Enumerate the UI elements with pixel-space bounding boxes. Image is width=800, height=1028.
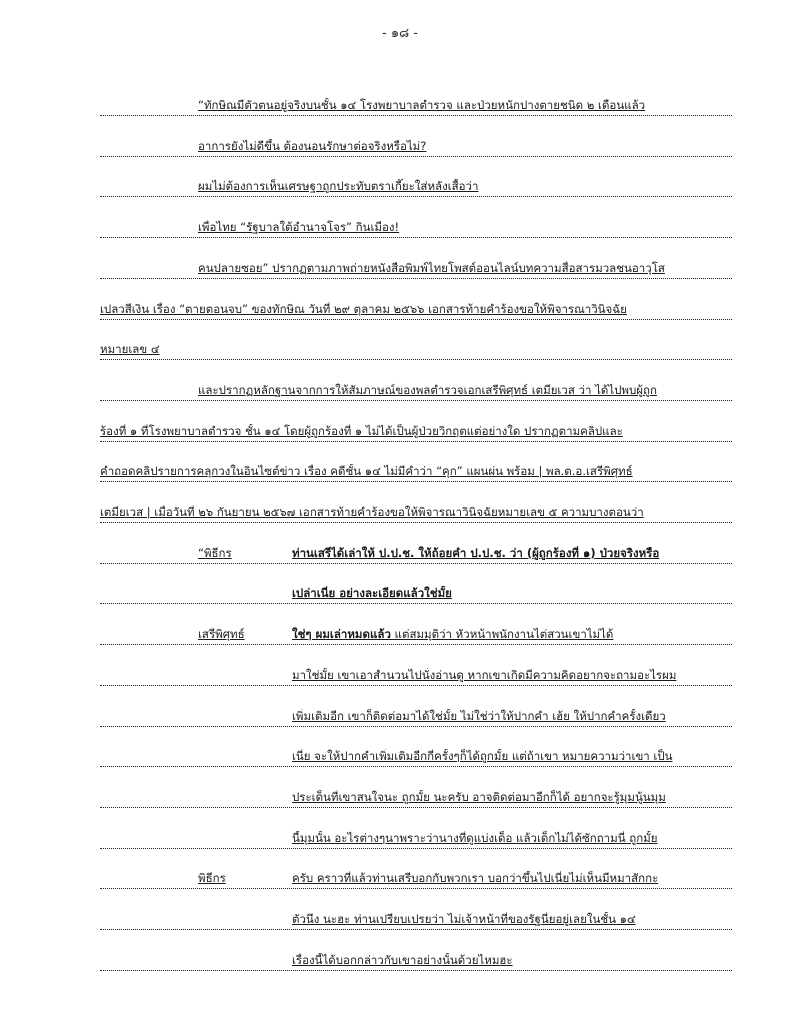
- line-text: เตมียเวส | เมื่อวันที่ ๒๖ กันยายน ๒๕๖๗ เอกสารท้ายคำร้องขอให้พิจารณาวินิจฉัยหมายเลข ๕ ความบางตอนว่า: [100, 505, 644, 519]
- line-text: อาการยังไม่ดีขึ้น ต้องนอนรักษาต่อจริงหรือไม่?: [198, 138, 427, 153]
- line-text: ประเด็นที่เขาสนใจนะ ถูกมั้ย นะครับ อาจติดต่อมาอีกก็ได้ อยากจะรู้มุมนู้นมุม: [292, 789, 666, 804]
- document-line: [100, 580, 732, 604]
- document-line: [100, 784, 732, 808]
- speech-emphasis: ใช่ๆ ผมเล่าหมดแล้ว: [292, 627, 391, 642]
- line-text: คนปลายซอย” ปรากฏตามภาพถ่ายหนังสือพิมพ์ไทยโพสต์ออนไลน์บทความสื่อสารมวลชนอาวุโส: [198, 260, 665, 275]
- line-text: ครับ คราวที่แล้วท่านเสรีบอกกับพวกเรา บอกว่าขึ้นไปเนี่ยไม่เห็นมีหมาสักกะ: [292, 871, 659, 886]
- line-text: เพื่อไทย “รัฐบาลใต้อำนาจโจร” กินเมือง!: [198, 220, 400, 235]
- line-text: เพิ่มเติมอีก เขาก็ติดต่อมาได้ใช่มั้ย ไม่ใช่ว่าให้ปากคำ เฮ้ย ให้ปากคำครั้งเดียว: [292, 708, 666, 723]
- speaker-label: “พิธีกร: [198, 545, 232, 560]
- document-line: [100, 743, 732, 767]
- line-text: คำถอดคลิปรายการคลุกวงในอินไซต์ข่าว เรื่อง คดีชั้น ๑๔ ไม่มีคำว่า “คุก” แผนผ่น พร้อม | พล.ต.อ.เสรีพิศุทธ์: [100, 464, 633, 479]
- line-text: และปรากฏหลักฐานจากการให้สัมภาษณ์ของพลตำรวจเอกเสรีพิศุทธ์ เตมียเวส ว่า ได้ไปพบผู้ถูก: [198, 382, 657, 397]
- line-text: ผมไม่ต้องการเห็นเศรษฐาถูกประทับตราเกี๊ยะใส่หลังเสื้อว่า: [198, 179, 479, 194]
- document-line: [100, 214, 732, 238]
- document-line: [100, 540, 732, 564]
- line-text: เปลวสีเงิน เรื่อง “ตายตอนจบ” ของทักษิณ วันที่ ๒๙ ตุลาคม ๒๕๖๖ เอกสารท้ายคำร้องขอให้พิจารณาวินิจฉัย: [100, 301, 627, 316]
- document-line: [100, 173, 732, 197]
- document-line: [100, 255, 732, 279]
- line-text: “ทักษิณมีตัวตนอยู่จริงบนชั้น ๑๔ โรงพยาบาลตำรวจ และป่วยหนักปางตายชนิด ๒ เดือนแล้ว: [198, 98, 646, 112]
- line-text: ร้องที่ ๑ ที่โรงพยาบาลตำรวจ ชั้น ๑๔ โดยผู้ถูกร้องที่ ๑ ไม่ได้เป็นผู้ป่วยวิกฤตแต่อย่างใด ปรากฏตามคลิปและ: [100, 423, 623, 438]
- document-line: [100, 621, 732, 645]
- document-line: [100, 296, 732, 320]
- line-text: หมายเลข ๔: [100, 342, 160, 357]
- speech-text: [292, 627, 732, 641]
- document-line: [100, 418, 732, 442]
- speaker-label: พิธีกร: [198, 871, 226, 886]
- line-text: ท่านเสรีได้เล่าให้ ป.ป.ช. ให้ถ้อยคำ ป.ป.ช. ว่า (ผู้ถูกร้องที่ ๑) ป่วยจริงหรือ: [292, 545, 660, 560]
- line-text: มาใช่มั้ย เขาเอาสำนวนไปนั่งอ่านดู หากเขาเกิดมีความคิดอยากจะถามอะไรผม: [292, 667, 677, 682]
- line-text: เนี่ย จะให้ปากคำเพิ่มเติมอีกกี่ครั้งๆก็ได้ถูกมั้ย แต่ถ้าเขา หมายความว่าเขา เป็น: [292, 749, 673, 764]
- document-line: [100, 825, 732, 849]
- document-line: [100, 662, 732, 686]
- speech-rest: แต่สมมุติว่า หัวหน้าพนักงานไต่สวนเขาไม่ได้: [390, 627, 614, 642]
- document-line: [100, 377, 732, 401]
- document-line: [100, 499, 732, 523]
- line-text: เปล่าเนี่ย อย่างละเอียดแล้วใช่มั้ย: [292, 586, 452, 601]
- line-text: นี้มุมนั้น อะไรต่างๆนาพราะว่านางที่ดูแบ่งเด็อ แล้วเด็กไม่ได้ซักถามนี่ ถูกมั้ย: [292, 830, 658, 845]
- document-line: [100, 947, 732, 971]
- document-line: [100, 906, 732, 930]
- document-line: [100, 458, 732, 482]
- document-line: [100, 133, 732, 157]
- line-text: เรื่องนี้ได้บอกกล่าวกับเขาอย่างนั้นด้วยไหมฮะ: [292, 952, 513, 967]
- document-line: [100, 336, 732, 360]
- document-line: [100, 92, 732, 116]
- document-line: [100, 703, 732, 727]
- speaker-label: เสรีพิศุทธ์: [198, 627, 245, 642]
- document-line: [100, 865, 732, 889]
- line-text: ตัวนึง นะฮะ ท่านเปรียบเปรยว่า ไม่เจ้าหน้าที่ของรัฐนี่ยอยู่เลยในชั้น ๑๔: [292, 912, 636, 926]
- page-number: - ๑๘ -: [382, 26, 418, 41]
